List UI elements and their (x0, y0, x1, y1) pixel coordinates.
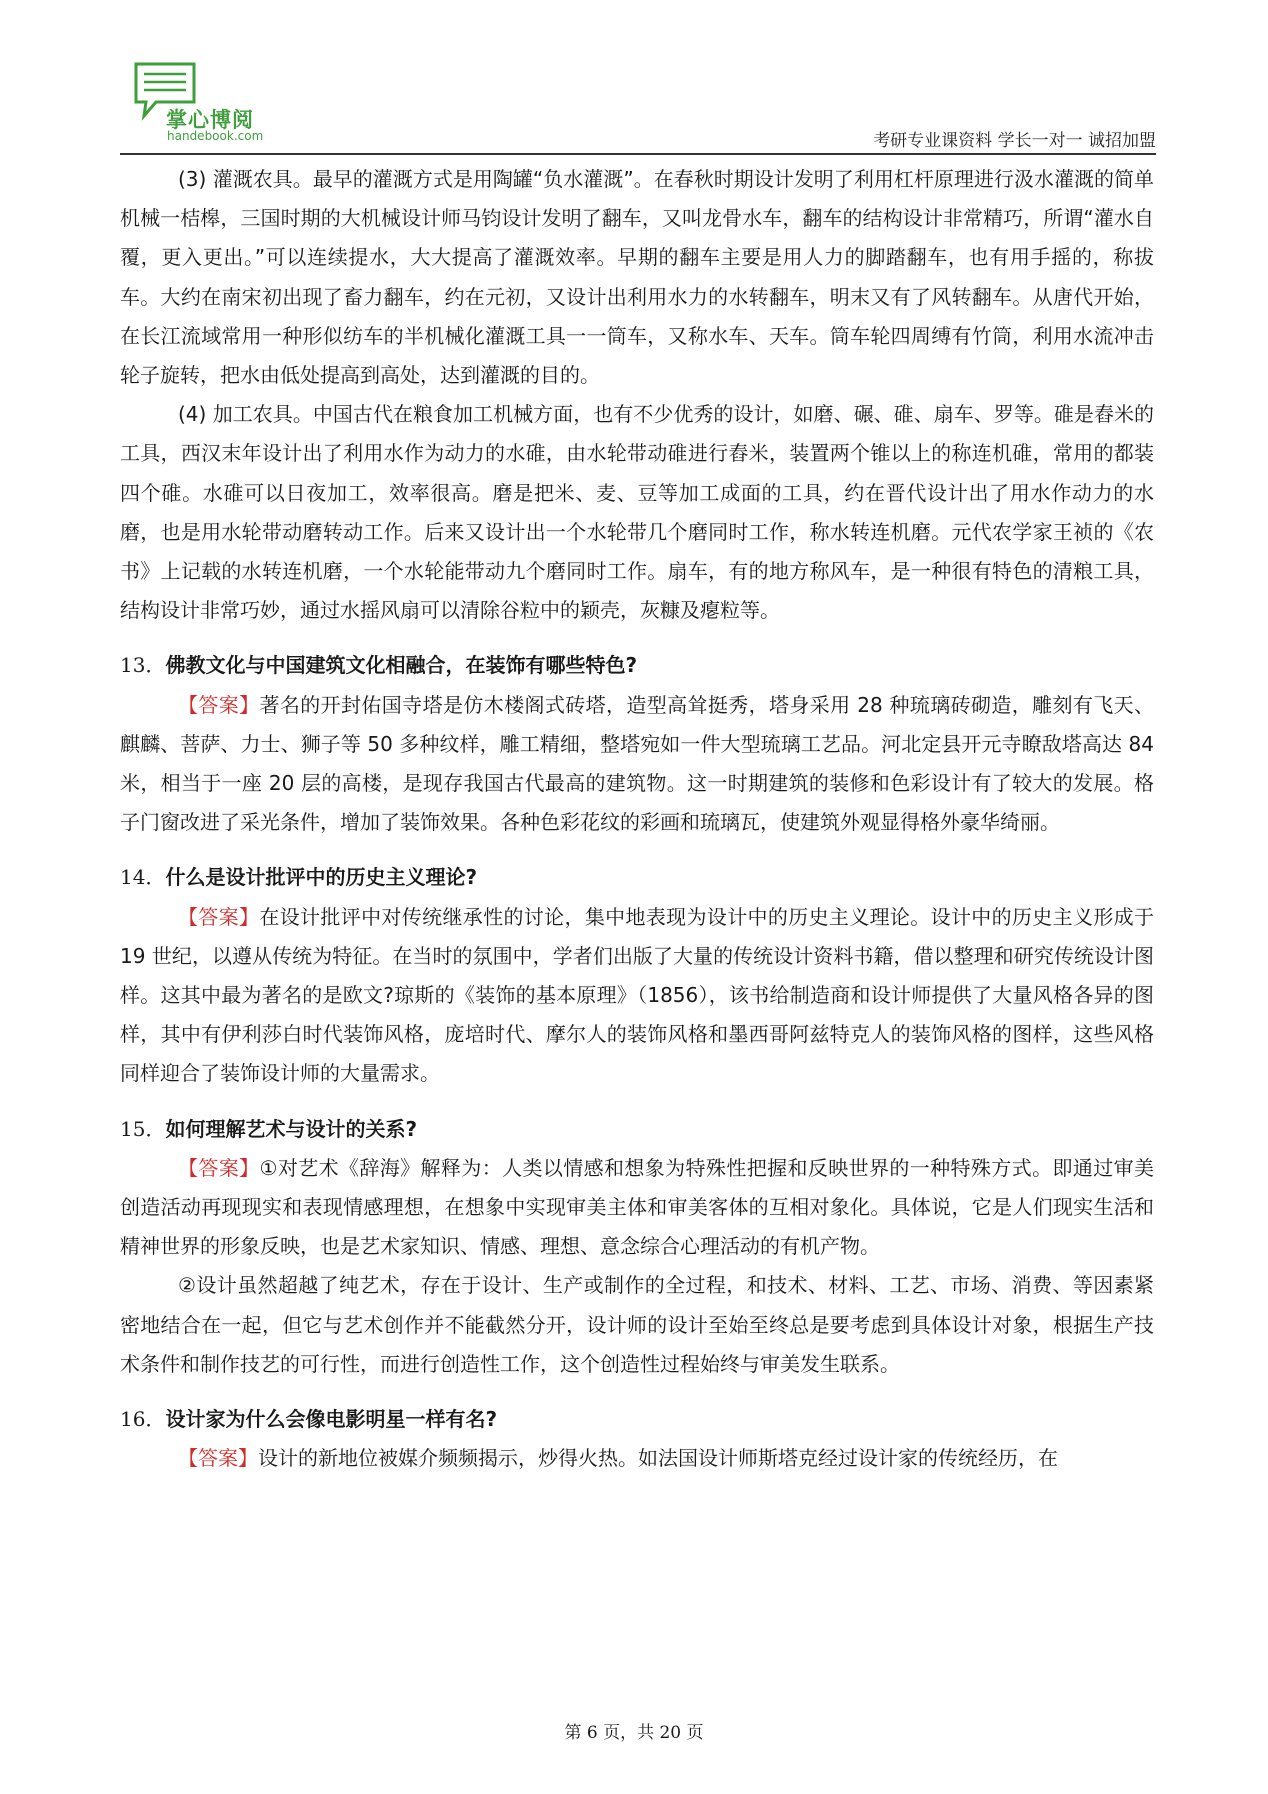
answer-15-part-2: ②设计虽然超越了纯艺术，存在于设计、生产或制作的全过程，和技术、材料、工艺、市场、消费、等因素紧密地结合在一起，但它与艺术创作并不能截然分开，设计师的设计至始至终总是要考虑到具体设计对象，根据生产技术条件和制作技艺的可行性，而进行创造性工作，这个创造性过程始终与审美发生联系。 (120, 1273, 1154, 1376)
question-14 (120, 858, 1154, 897)
question-number: 15． (120, 1116, 166, 1141)
answer-label: 【答案】 (178, 904, 260, 929)
document-body (120, 160, 1154, 1479)
question-text: 佛教文化与中国建筑文化相融合，在装饰有哪些特色? (165, 653, 638, 678)
question-text: 如何理解艺术与设计的关系? (165, 1116, 418, 1141)
question-13 (120, 646, 1154, 685)
question-15 (120, 1110, 1154, 1149)
paragraph-processing-tools: (4) 加工农具。中国古代在粮食加工机械方面，也有不少优秀的设计，如磨、碾、碓、扇车、罗等。碓是舂米的工具，西汉末年设计出了利用水作为动力的水碓，由水轮带动碓进行舂米，装置两个锥以上的称连机碓，常用的都装四个碓。水碓可以日夜加工，效率很高。磨是把米、麦、豆等加工成面的工具，约在晋代设计出了用水作动力的水磨，也是用水轮带动磨转动工作。后来又设计出一个水轮带几个磨同时工作，称水转连机磨。元代农学家王祯的《农书》上记载的水转连机磨，一个水轮能带动九个磨同时工作。扇车，有的地方称风车，是一种很有特色的清粮工具，结构设计非常巧妙，通过水摇风扇可以清除谷粒中的颖壳，灰糠及瘪粒等。 (120, 402, 1154, 623)
answer-text: ①对艺术《辞海》解释为：人类以情感和想象为特殊性把握和反映世界的一种特殊方式。即通过审美创造活动再现现实和表现情感理想，在想象中实现审美主体和审美客体的互相对象化。具体说，它是人们现实生活和精神世界的形象反映，也是艺术家知识、情感、理想、意念综合心理活动的有机产物。 (120, 1155, 1155, 1259)
answer-label: 【答案】 (178, 692, 260, 717)
question-number: 14． (120, 865, 166, 890)
question-16 (120, 1400, 1154, 1439)
logo-url: handebook.com (167, 129, 264, 143)
answer-15 (120, 1149, 1154, 1267)
header-slogan: 考研专业课资料 学长一对一 诚招加盟 (873, 131, 1156, 151)
page-number: 第 6 页，共 20 页 (564, 1723, 704, 1743)
answer-13 (120, 686, 1154, 843)
answer-14 (120, 898, 1154, 1094)
paragraph-irrigation-tools: (3) 灌溉农具。最早的灌溉方式是用陶罐“负水灌溉”。在春秋时期设计发明了利用杠杆原理进行汲水灌溉的简单机械一桔槔，三国时期的大机械设计师马钧设计发明了翻车，又叫龙骨水车，翻车的结构设计非常精巧，所谓“灌水自覆，更入更出。”可以连续提水，大大提高了灌溉效率。早期的翻车主要是用人力的脚踏翻车，也有用手摇的，称拔车。大约在南宋初出现了畜力翻车，约在元初，又设计出利用水力的水转翻车，明末又有了风转翻车。从唐代开始，在长江流域常用一种形似纺车的半机械化灌溉工具一一筒车，又称水车、天车。筒车轮四周缚有竹筒，利用水流冲击轮子旋转，把水由低处提高到高处，达到灌溉的目的。 (120, 167, 1154, 388)
question-text: 设计家为什么会像电影明星一样有名? (165, 1407, 498, 1432)
answer-text: 在设计批评中对传统继承性的讨论，集中地表现为设计中的历史主义理论。设计中的历史主义形成于 19 世纪，以遵从传统为特征。在当时的氛围中，学者们出版了大量的传统设计资料书籍，借以整理和研究传统设计图样。这其中最为著名的是欧文?琼斯的《装饰的基本原理》（1856），该书给制造商和设计师提供了大量风格各异的图样，其中有伊利莎白时代装饰风格，庞培时代、摩尔人的装饰风格和墨西哥阿兹特克人的装饰风格的图样，这些风格同样迎合了装饰设计师的大量需求。 (120, 904, 1155, 1086)
question-number: 13． (120, 653, 166, 678)
question-text: 什么是设计批评中的历史主义理论? (165, 865, 478, 890)
header-divider (120, 153, 1156, 155)
logo-text: 掌心博阅 (166, 108, 254, 132)
question-number: 16． (120, 1407, 166, 1432)
answer-label: 【答案】 (178, 1155, 260, 1180)
answer-label: 【答案】 (178, 1446, 258, 1471)
answer-text: 著名的开封佑国寺塔是仿木楼阁式砖塔，造型高耸挺秀，塔身采用 28 种琉璃砖砌造，雕刻有飞天、麒麟、菩萨、力士、狮子等 50 多种纹样，雕工精细，整塔宛如一件大型琉璃工艺品。河北定县开元寺瞭敌塔高达 84 米，相当于一座 20 层的高楼，是现存我国古代最高的建筑物。这一时期建筑的装修和色彩设计有了较大的发展。格子门窗改进了采光条件，增加了装饰效果。各种色彩花纹的彩画和琉璃瓦，使建筑外观显得格外豪华绮丽。 (120, 692, 1155, 835)
answer-16 (120, 1439, 1154, 1478)
answer-text: 设计的新地位被媒介频频揭示，炒得火热。如法国设计师斯塔克经过设计家的传统经历，在 (258, 1446, 1058, 1471)
